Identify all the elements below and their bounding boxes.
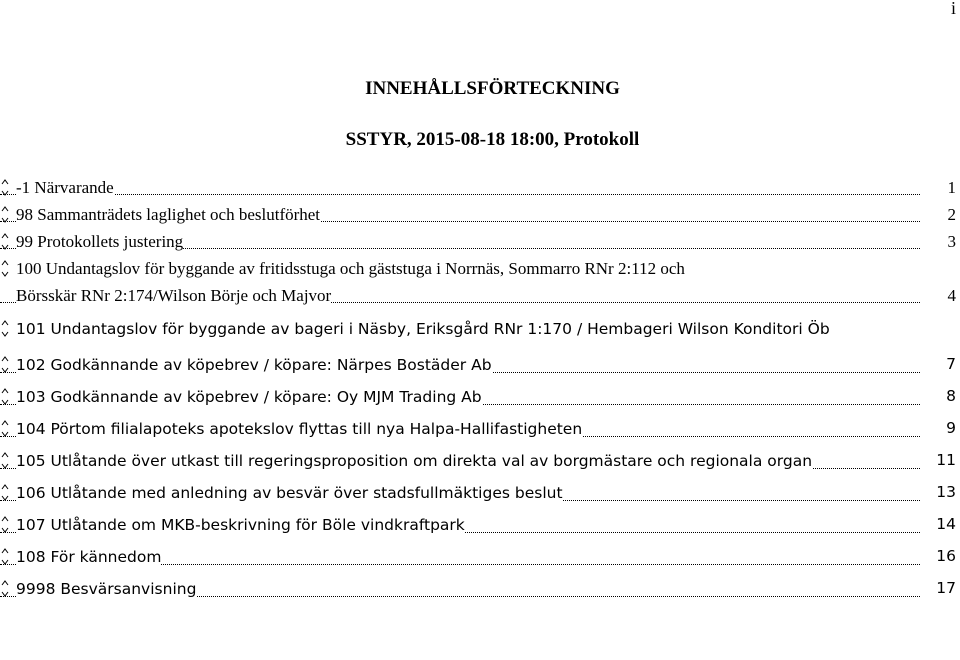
toc-entry-page: 8: [946, 383, 956, 410]
toc-entry[interactable]: [0, 383, 960, 411]
toc-entry-text: 9998 Besvärsanvisning: [16, 580, 197, 598]
toc-entry-text: -1 Närvarande: [16, 178, 114, 197]
page-number: i: [950, 0, 956, 18]
toc-entry-page: 4: [948, 282, 957, 309]
document-title: INNEHÅLLSFÖRTECKNING: [365, 78, 620, 99]
toc-entry[interactable]: [0, 447, 960, 475]
toc-entry-text: 107 Utlåtande om MKB-beskrivning för Böle vindkraftpark: [16, 516, 465, 534]
toc-entry-text: 108 För kännedom: [16, 548, 162, 566]
toc-entry[interactable]: [0, 174, 960, 201]
toc-entry-page: 3: [948, 228, 957, 255]
toc-entry-page: 1: [948, 174, 957, 201]
toc-entry[interactable]: [0, 201, 960, 228]
toc-entry-text-cont: Börsskär RNr 2:174/Wilson Börje och Majvor: [16, 286, 332, 305]
toc-entry-text: 98 Sammanträdets laglighet och beslutförhet: [16, 205, 321, 224]
toc-entry-text: 105 Utlåtande över utkast till regeringsproposition om direkta val av borgmästare och regionala organ: [16, 452, 813, 470]
toc-entry[interactable]: [0, 415, 960, 443]
toc-entry[interactable]: [0, 228, 960, 255]
toc-entry-text: 104 Pörtom filialapoteks apotekslov flyttas till nya Halpa-Hallifastigheten: [16, 420, 583, 438]
toc-entry-text: 100 Undantagslov för byggande av fritidsstuga och gäststuga i Norrnäs, Sommarro RNr 2:112 och: [16, 259, 685, 278]
toc-entry-text: 101 Undantagslov för byggande av bageri i Näsby, Eriksgård RNr 1:170 / Hembageri Wilson Konditori Öb: [16, 320, 830, 338]
toc-entry-text: 106 Utlåtande med anledning av besvär över stadsfullmäktiges beslut: [16, 484, 563, 502]
toc-entry[interactable]: [0, 479, 960, 507]
toc-entry[interactable]: [0, 255, 960, 309]
toc-entry[interactable]: [0, 315, 960, 347]
toc-entry[interactable]: [0, 575, 960, 603]
toc-entry-page: 17: [936, 575, 956, 602]
toc-entry[interactable]: [0, 351, 960, 379]
toc-entry-page: 9: [946, 415, 956, 442]
toc-entry[interactable]: [0, 511, 960, 539]
toc-entry-text: 103 Godkännande av köpebrev / köpare: Oy MJM Trading Ab: [16, 388, 482, 406]
table-of-contents: [0, 174, 960, 603]
toc-entry-page: 2: [948, 201, 957, 228]
toc-entry-text: 102 Godkännande av köpebrev / köpare: Närpes Bostäder Ab: [16, 356, 492, 374]
toc-entry-page: 14: [936, 511, 956, 538]
toc-entry-text: 99 Protokollets justering: [16, 232, 184, 251]
toc-entry-page: 16: [936, 543, 956, 570]
toc-entry-page: 13: [936, 479, 956, 506]
toc-entry[interactable]: [0, 543, 960, 571]
toc-entry-page: 11: [936, 447, 956, 474]
document-subtitle: SSTYR, 2015-08-18 18:00, Protokoll: [345, 129, 640, 150]
toc-entry-page: 7: [946, 351, 956, 378]
